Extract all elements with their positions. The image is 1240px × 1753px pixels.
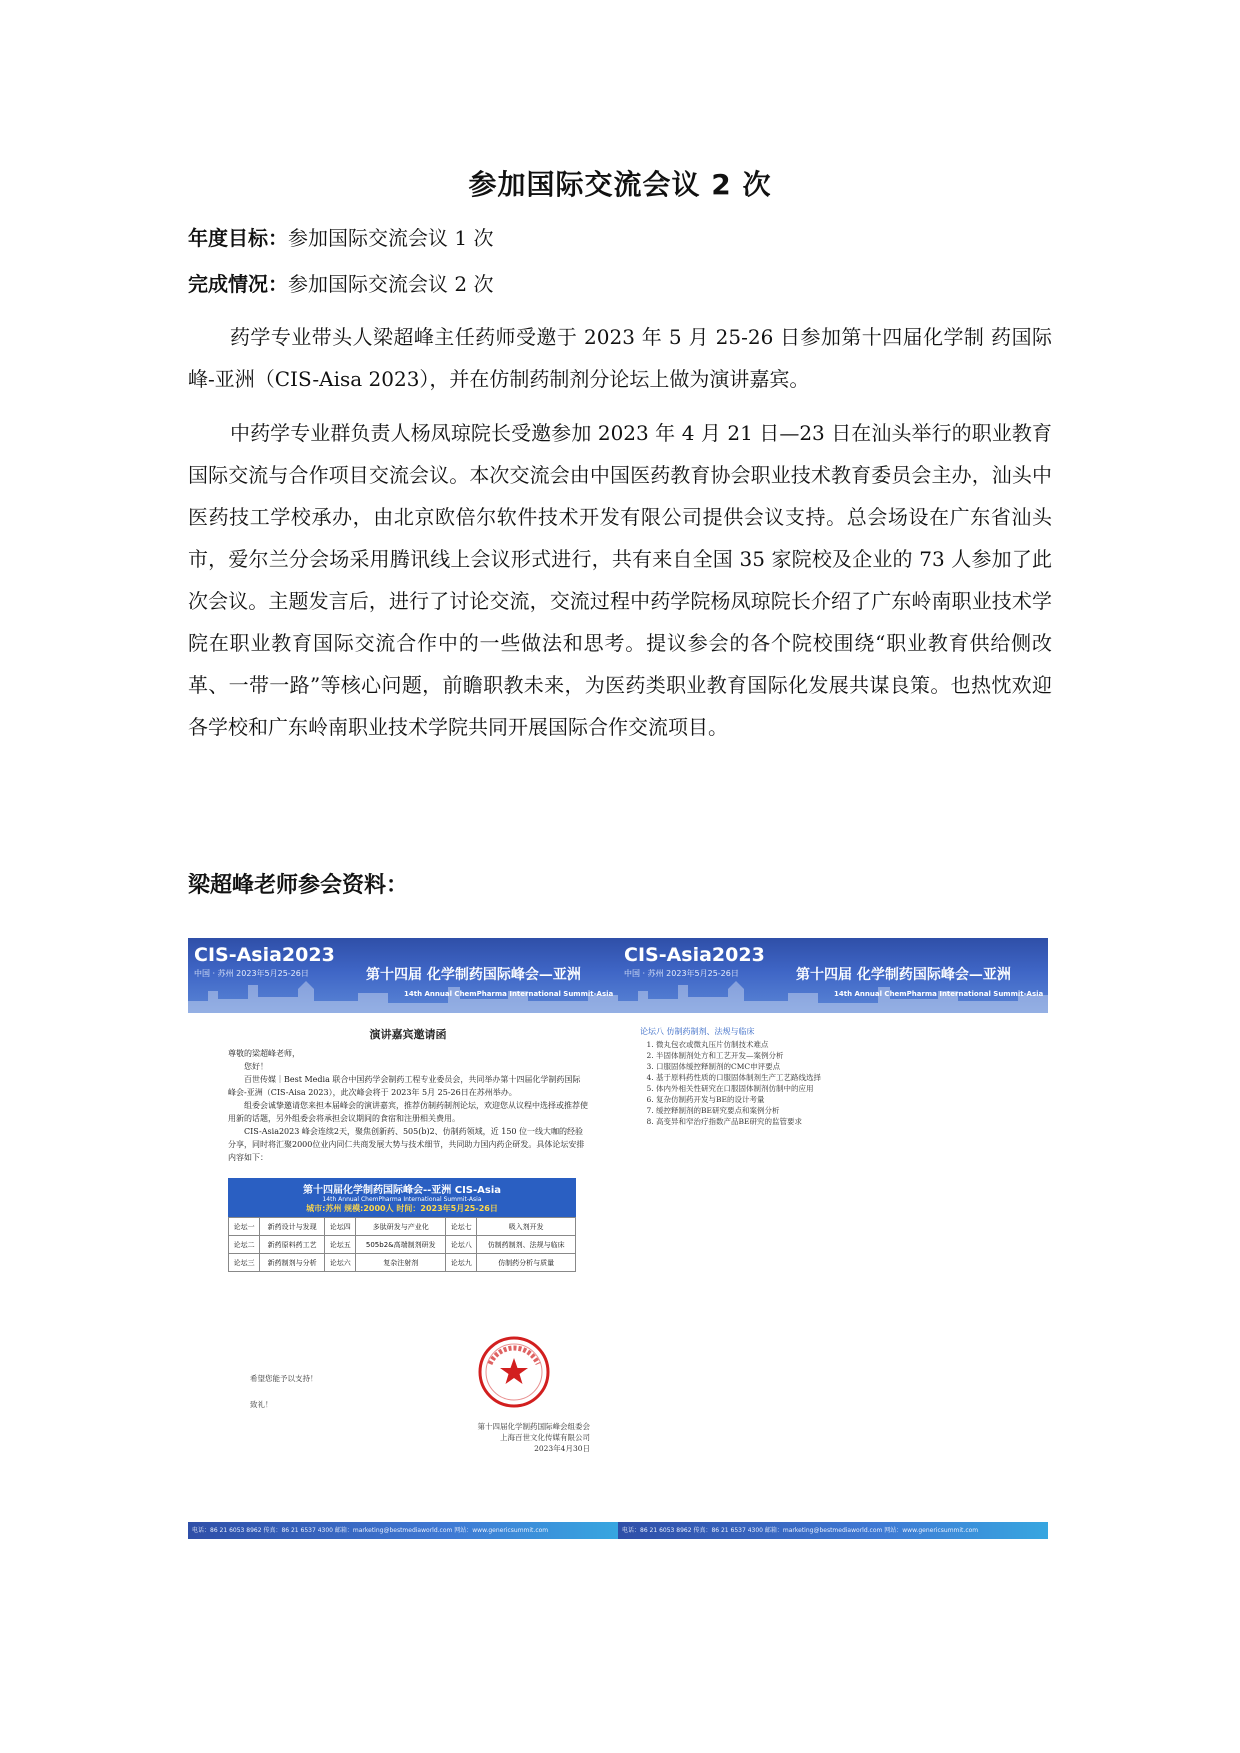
paragraph-1: 药学专业带头人梁超峰主任药师受邀于 2023 年 5 月 25-26 日参加第十四届化学制 药国际峰-亚洲（CIS-Aisa 2023），并在仿制药制剂分论坛上做为演讲嘉宾。 [188,325,1052,391]
list-item: 1. 微丸包衣或微丸压片仿制技术难点 [656,1039,1000,1050]
table-cell: 论坛六 [325,1254,356,1272]
list-item: 3. 口服固体缓控释制剂的CMC申评要点 [656,1061,1000,1072]
list-item: 4. 基于原料药性质的口服固体制剂生产工艺路线选择 [656,1072,1000,1083]
list-item: 7. 缓控释制剂的BE研究要点和案例分析 [656,1105,1000,1116]
forum-list-title: 论坛八 仿制药制剂、法规与临床 [640,1027,755,1036]
annual-goal-label: 年度目标： [188,226,288,250]
letter-greeting: 您好！ [244,1062,268,1071]
letter-signature [440,1421,590,1454]
banner-brand: CIS-Asia2023 [624,944,765,966]
letter-footer-left: 电话：86 21 6053 8962 传真：86 21 6537 4300 邮箱：marketing@bestmediaworld.com 网站：www.genericsummit.com [188,1522,618,1539]
signature-line: 第十四届化学制药国际峰会组委会 [477,1422,590,1431]
table-cell: 论坛八 [446,1236,477,1254]
signature-line: 上海百世文化传媒有限公司 [500,1433,590,1442]
letter-paragraph: CIS-Asia2023 峰会连续2天，聚焦创新药、505(b)2、仿制药领域，近 150 位一线大咖的经验分享，同时将汇聚2000位业内同仁共商发展大势与技术细节，共同助力国内药企研发。具体论坛安排内容如下： [228,1127,585,1162]
table-subtitle: 14th Annual ChemPharma International Summit-Asia [322,1196,482,1203]
invitation-letter-image [188,938,1048,1536]
banner-subtitle: 中国 · 苏州 2023年5月25-26日 [624,969,739,978]
table-cell: 多肽研发与产业化 [356,1218,446,1236]
list-item: 6. 复杂仿制药开发与BE的设计考量 [656,1094,1000,1105]
banner-chinese-title: 第十四届 化学制药国际峰会—亚洲 [796,967,1011,983]
letter-paragraph: 百世传媒｜Best Media 联合中国药学会制药工程专业委员会，共同举办第十四届化学制药国际峰会-亚洲（CIS-Aisa 2023），此次峰会将于 2023年 5月 25-26日在苏州举办。 [228,1075,581,1097]
table-cell: 论坛二 [229,1236,260,1254]
table-cell: 论坛四 [325,1218,356,1236]
banner-right [618,938,1048,1013]
table-row [229,1218,576,1236]
table-cell: 论坛七 [446,1218,477,1236]
table-row [229,1236,576,1254]
completion-line [188,268,493,297]
letter-body [228,1028,588,1164]
letter-closing [250,1366,318,1418]
table-cell: 505b2&高端制剂研发 [356,1236,446,1254]
table-cell: 仿制药分析与质量 [477,1254,576,1272]
letter-footer-right: 电话：86 21 6053 8962 传真：86 21 6537 4300 邮箱：marketing@bestmediaworld.com 网站：www.genericsummit.com [618,1522,1048,1539]
forum-table-header [228,1178,576,1217]
letter-salutation: 尊敬的梁超峰老师， [228,1049,300,1058]
table-cell: 论坛一 [229,1218,260,1236]
banner-subtitle: 中国 · 苏州 2023年5月25-26日 [194,969,309,978]
forum-grid [228,1217,576,1272]
red-seal-stamp [476,1334,552,1410]
table-cell: 论坛九 [446,1254,477,1272]
letter-heading: 演讲嘉宾邀请函 [369,1028,447,1041]
table-cell: 复杂注射剂 [356,1254,446,1272]
table-cell: 论坛五 [325,1236,356,1254]
banner-chinese-title: 第十四届 化学制药国际峰会—亚洲 [366,967,581,983]
banner-english-title: 14th Annual ChemPharma International Summit-Asia [404,990,614,998]
table-title: 第十四届化学制药国际峰会--亚洲 CIS-Asia [302,1185,502,1196]
list-item: 8. 高变异和窄治疗指数产品BE研究的监管要求 [656,1116,1000,1127]
banner-left [188,938,618,1013]
closing-line: 希望您能予以支持！ [250,1374,318,1383]
closing-line: 致礼！ [250,1400,273,1409]
table-info: 城市:苏州 规模:2000人 时间：2023年5月25-26日 [306,1204,498,1213]
completion-value: 参加国际交流会议 2 次 [288,272,494,296]
annual-goal-value: 参加国际交流会议 1 次 [288,226,494,250]
page-title: 参加国际交流会议 2 次 [468,168,772,201]
table-cell: 新药原料药工艺 [260,1236,325,1254]
section-heading: 梁超峰老师参会资料： [188,873,409,898]
table-cell: 论坛三 [229,1254,260,1272]
letter-paragraph: 组委会诚挚邀请您来担本届峰会的演讲嘉宾，推荐仿制药制剂论坛，欢迎您从议程中选择或推荐使用新的话题，另外组委会将承担会议期间的食宿和注册相关费用。 [228,1101,588,1123]
table-cell: 吸入剂开发 [477,1218,576,1236]
signature-date: 2023年4月30日 [534,1444,590,1453]
forum-table [228,1178,576,1272]
banner-brand: CIS-Asia2023 [194,944,335,966]
table-cell: 新药设计与发现 [260,1218,325,1236]
forum-topic-list [640,1026,1000,1127]
list-item: 5. 体内外相关性研究在口服固体制剂仿制中的应用 [656,1083,1000,1094]
banner-english-title: 14th Annual ChemPharma International Summit-Asia [834,990,1044,998]
completion-label: 完成情况： [188,272,288,296]
forum-items [640,1039,1000,1127]
table-row [229,1254,576,1272]
table-cell: 新药制剂与分析 [260,1254,325,1272]
list-item: 2. 半固体制剂处方和工艺开发—案例分析 [656,1050,1000,1061]
annual-goal-line [188,222,493,251]
paragraph-2: 中药学专业群负责人杨凤琼院长受邀参加 2023 年 4 月 21 日—23 日在汕头举行的职业教育国际交流与合作项目交流会议。本次交流会由中国医药教育协会职业技术教育委员会主办，汕头中医药技工学校承办，由北京欧倍尔软件技术开发有限公司提供会议支持。总会场设在广东省汕头市，爱尔兰分会场采用腾讯线上会议形式进行，共有来自全国 35 家院校及企业的 73 人参加了此次会议。主题发言后，进行了讨论交流，交流过程中药学院杨凤琼院长介绍了广东岭南职业技术学院在职业教育国际交流合作中的一些做法和思考。提议参会的各个院校围绕“职业教育供给侧改革、一带一路”等核心问题，前瞻职教未来，为医药类职业教育国际化发展共谋良策。也热忱欢迎各学校和广东岭南职业技术学院共同开展国际合作交流项目。 [188,421,1052,739]
table-cell: 仿制药制剂、法规与临床 [477,1236,576,1254]
